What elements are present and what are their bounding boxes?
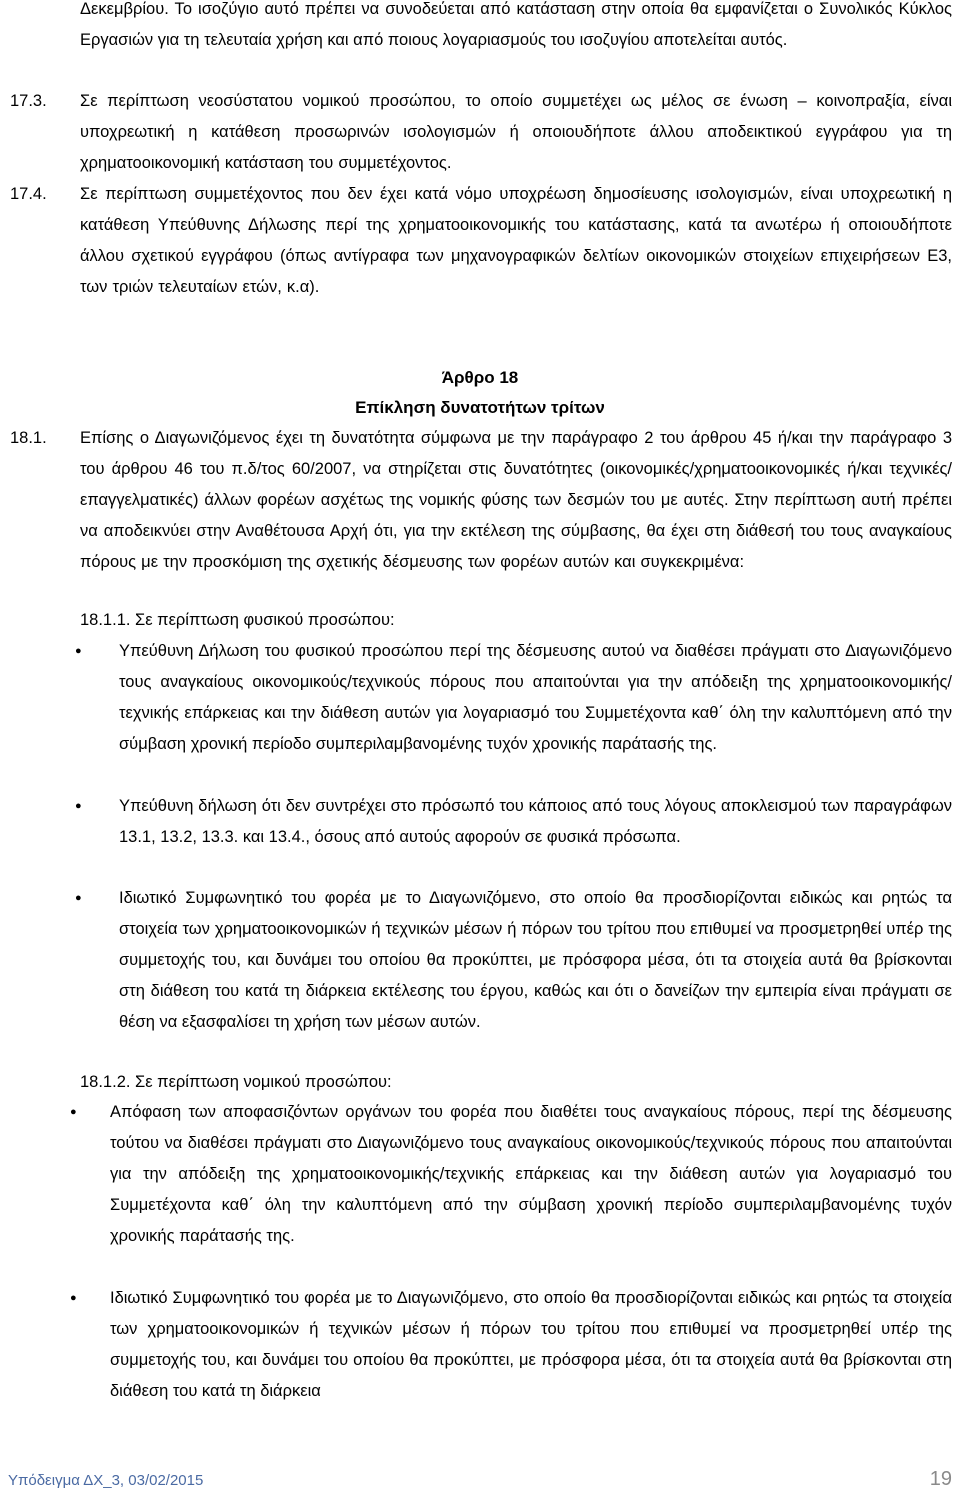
paragraph-17-4 — [10, 179, 952, 303]
subsection-18-1-1-label: 18.1.1. Σε περίπτωση φυσικού προσώπου: — [80, 611, 395, 629]
article-subtitle: Επίκληση δυνατοτήτων τρίτων — [355, 398, 605, 417]
list-item-text: Υπεύθυνη δήλωση ότι δεν συντρέχει στο πρόσωπό του κάποιος από τους λόγους αποκλεισμού των παραγράφων 13.1, 13.2, 13.3. και 13.4., όσους από αυτούς αφορούν σε φυσικά πρόσωπα. — [119, 797, 952, 846]
list-item — [75, 883, 952, 1038]
paragraph-text: Σε περίπτωση συμμετέχοντος που δεν έχει κατά νόμο υποχρέωση δημοσίευσης ισολογισμών, είναι υποχρεωτική η κατάθεση Υπεύθυνης Δήλωσης περί της χρηματοοικονομικής του κατάστασης, κατά τα ανωτέρω ή οποιουδήποτε άλλου σχετικού εγγράφου (όπως αντίγραφα των μηχανογραφικών δελτίων οικονομικών στοιχείων επιχειρήσεων Ε3, των τριών τελευταίων ετών, κ.α). — [80, 185, 952, 296]
paragraph-18-1 — [10, 423, 952, 578]
article-title: Άρθρο 18 — [441, 368, 519, 387]
bullet-icon — [70, 1097, 110, 1130]
paragraph-number: 17.4. — [10, 185, 47, 203]
list-item-text: Ιδιωτικό Συμφωνητικό του φορέα με το Διαγωνιζόμενο, στο οποίο θα προσδιορίζονται ειδικώς και ρητώς τα στοιχεία των χρηματοοικονομικών ή τεχνικών μέσων ή πόρων του τρίτου που επιθυμεί να προσμετρηθεί υπέρ της συμμετοχής του, και δυνάμει του οποίου θα προκύπτει, με πρόσφορα μέσα, ότι τα στοιχεία αυτά θα βρίσκονται στη διάθεση του κατά τη διάρκεια — [110, 1289, 952, 1400]
top-continuation-paragraph: Δεκεμβρίου. Το ισοζύγιο αυτό πρέπει να συνοδεύεται από κατάσταση στην οποία θα εμφανίζεται ο Συνολικός Κύκλος Εργασιών για τη τελευταία χρήση και από ποιους λογαριασμούς του ισοζυγίου αποτελείται αυτός. — [80, 0, 952, 49]
list-item-text: Ιδιωτικό Συμφωνητικό του φορέα με το Διαγωνιζόμενο, στο οποίο θα προσδιορίζονται ειδικώς και ρητώς τα στοιχεία των χρηματοοικονομικών ή τεχνικών μέσων ή πόρων του τρίτου που επιθυμεί να προσμετρηθεί υπέρ της συμμετοχής του, και δυνάμει του οποίου θα προκύπτει, με πρόσφορα μέσα, ότι τα στοιχεία αυτά θα βρίσκονται στη διάθεση του κατά τη διάρκεια εκτέλεσης του έργου, καθώς και ότι ο δανείζων την εμπειρία είναι πράγματι σε θέση να εξασφαλίσει τη χρήση των μέσων αυτών. — [119, 889, 952, 1031]
paragraph-text: Σε περίπτωση νεοσύστατου νομικού προσώπου, το οποίο συμμετέχει ως μέλος σε ένωση – κοινοπραξία, είναι υποχρεωτική η κατάθεση προσωρινών ισολογισμών ή οποιουδήποτε άλλου αποδεικτικού εγγράφου για τη χρηματοοικονομική κατάσταση του συμμετέχοντος. — [80, 92, 952, 172]
paragraph-17-3 — [10, 86, 952, 179]
page-number: 19 — [929, 1468, 952, 1490]
list-item — [70, 1097, 952, 1252]
list-item — [75, 636, 952, 760]
paragraph-number: 18.1. — [10, 429, 47, 447]
paragraph-number: 17.3. — [10, 92, 47, 110]
bullet-icon — [75, 883, 119, 916]
bullet-icon — [75, 791, 119, 824]
paragraph-text: Επίσης ο Διαγωνιζόμενος έχει τη δυνατότητα σύμφωνα με την παράγραφο 2 του άρθρου 45 ή/και την παράγραφο 3 του άρθρου 46 του π.δ/τος 60/2007, να στηρίζεται στις δυνατότητες (οικονομικές/χρηματοοικονομικές ή/και τεχνικές/επαγγελματικές) άλλων φορέων ασχέτως της νομικής φύσης των δεσμών του με αυτές. Στην περίπτωση αυτή πρέπει να αποδεικνύει στην Αναθέτουσα Αρχή ότι, για την εκτέλεση της σύμβασης, θα έχει στη διάθεσή του τους αναγκαίους πόρους με την προσκόμιση της σχετικής δέσμευσης των φορέων αυτών και συγκεκριμένα: — [80, 429, 952, 571]
footer-document-ref: Υπόδειγμα ΔΧ_3, 03/02/2015 — [8, 1472, 204, 1489]
bullet-icon — [75, 636, 119, 669]
list-item-text: Απόφαση των αποφασιζόντων οργάνων του φορέα που διαθέτει τους αναγκαίους πόρους, περί της δέσμευσης τούτου να διαθέσει πράγματι στο Διαγωνιζόμενο τους αναγκαίους οικονομικούς/τεχνικούς πόρους που απαιτούνται για την απόδειξη της χρηματοοικονομικής/τεχνικής επάρκειας και την διάθεση αυτών για λογαριασμό του Συμμετέχοντα καθ΄ όλη την καλυπτόμενη από την σύμβαση χρονική περίοδο συμπεριλαμβανομένης τυχόν χρονικής παράτασής της. — [110, 1103, 952, 1245]
list-item-text: Υπεύθυνη Δήλωση του φυσικού προσώπου περί της δέσμευσης αυτού να διαθέσει πράγματι στο Διαγωνιζόμενο τους αναγκαίους οικονομικούς/τεχνικούς πόρους που απαιτούνται για την απόδειξη της χρηματοοικονομικής/τεχνικής επάρκειας και την διάθεση αυτών για λογαριασμό του Συμμετέχοντα καθ΄ όλη την καλυπτόμενη από την σύμβαση χρονική περίοδο συμπεριλαμβανομένης τυχόν χρονικής παράτασής της. — [119, 642, 952, 753]
list-item — [75, 791, 952, 853]
subsection-18-1-2-label: 18.1.2. Σε περίπτωση νομικού προσώπου: — [80, 1073, 392, 1091]
bullet-icon — [70, 1283, 110, 1316]
list-item — [70, 1283, 952, 1407]
